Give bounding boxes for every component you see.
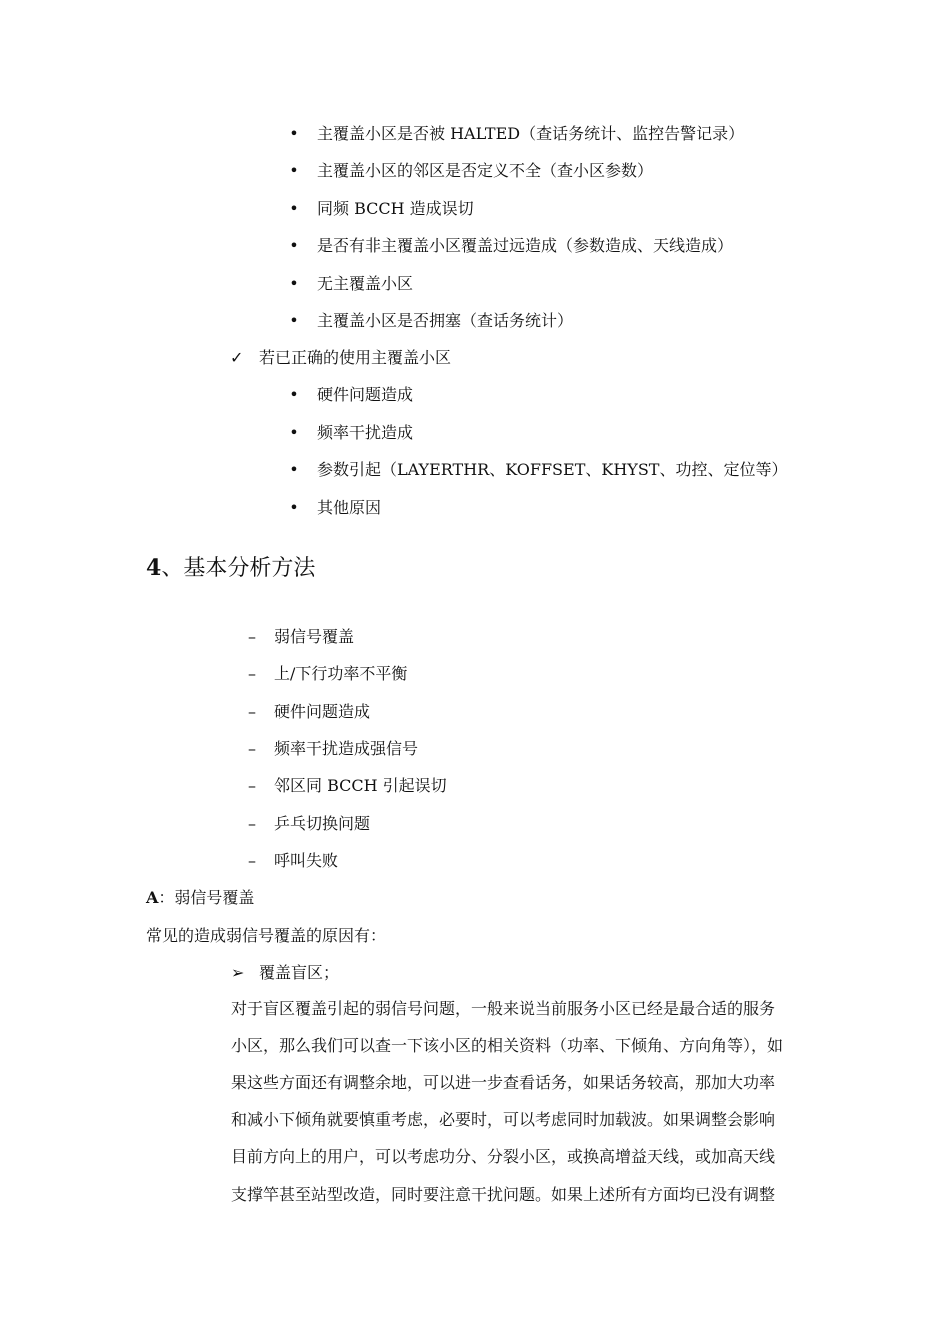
list-item-text: 上/下行功率不平衡 (274, 664, 408, 683)
dash-icon: – (248, 739, 256, 758)
list-item-text: 邻区同 BCCH 引起误切 (274, 776, 447, 795)
list-item-text: 硬件问题造成 (317, 385, 414, 404)
paragraph-line: 小区，那么我们可以查一下该小区的相关资料（功率、下倾角、方向角等），如 (231, 1036, 784, 1055)
bullet-icon: • (289, 385, 299, 404)
dash-icon: – (248, 627, 256, 646)
list-item-text: 乒乓切换问题 (274, 814, 371, 833)
bullet-icon: • (289, 498, 299, 517)
subsection-text: ：弱信号覆盖 (158, 888, 255, 907)
list-item-text: 呼叫失败 (274, 851, 339, 870)
heading-text: 、基本分析方法 (161, 556, 316, 581)
section-heading (146, 554, 315, 583)
list-item-text: 硬件问题造成 (274, 702, 371, 721)
bullet-icon: • (289, 236, 299, 255)
bullet-icon: • (289, 274, 299, 293)
paragraph-line: 果这些方面还有调整余地，可以进一步查看话务，如果话务较高，那加大功率 (231, 1073, 776, 1092)
bullet-icon: • (289, 423, 299, 442)
list-item-text: 频率干扰造成强信号 (274, 739, 419, 758)
arrow-item-text: 覆盖盲区； (259, 963, 340, 982)
bullet-icon: • (289, 460, 299, 479)
list-item-text: 频率干扰造成 (317, 423, 414, 442)
dash-icon: – (248, 814, 256, 833)
paragraph-line: 支撑竿甚至站型改造，同时要注意干扰问题。如果上述所有方面均已没有调整 (231, 1185, 776, 1204)
bullet-icon: • (289, 161, 299, 180)
list-item-text: 无主覆盖小区 (317, 274, 414, 293)
subsection-label: A (146, 888, 159, 907)
list-item-text: 参数引起（LAYERTHR、KOFFSET、KHYST、功控、定位等） (317, 460, 788, 479)
bullet-icon: • (289, 311, 299, 330)
dash-icon: – (248, 851, 256, 870)
paragraph-line: 目前方向上的用户，可以考虑功分、分裂小区，或换高增益天线，或加高天线 (231, 1147, 776, 1166)
bullet-icon: • (289, 199, 299, 218)
dash-icon: – (248, 776, 256, 795)
paragraph-line: 和减小下倾角就要慎重考虑，必要时，可以考虑同时加载波。如果调整会影响 (231, 1110, 776, 1129)
dash-icon: – (248, 664, 256, 683)
list-item-text: 是否有非主覆盖小区覆盖过远造成（参数造成、天线造成） (317, 236, 734, 255)
list-item-text: 同频 BCCH 造成误切 (317, 199, 474, 218)
paragraph-line: 对于盲区覆盖引起的弱信号问题，一般来说当前服务小区已经是最合适的服务 (231, 999, 776, 1018)
list-item-text: 主覆盖小区的邻区是否定义不全（查小区参数） (317, 161, 654, 180)
check-item-text: 若已正确的使用主覆盖小区 (259, 348, 452, 367)
list-item-text: 主覆盖小区是否拥塞（查话务统计） (317, 311, 574, 330)
heading-number: 4 (146, 555, 162, 581)
bullet-icon: • (289, 124, 299, 143)
list-item-text: 弱信号覆盖 (274, 627, 355, 646)
intro-text: 常见的造成弱信号覆盖的原因有： (146, 926, 387, 945)
dash-icon: – (248, 702, 256, 721)
checkmark-icon: ✓ (230, 348, 244, 367)
list-item-text: 主覆盖小区是否被 HALTED（查话务统计、监控告警记录） (317, 124, 745, 143)
arrow-bullet-icon: ➢ (231, 963, 245, 982)
list-item-text: 其他原因 (317, 498, 382, 517)
subsection-heading (146, 887, 254, 909)
